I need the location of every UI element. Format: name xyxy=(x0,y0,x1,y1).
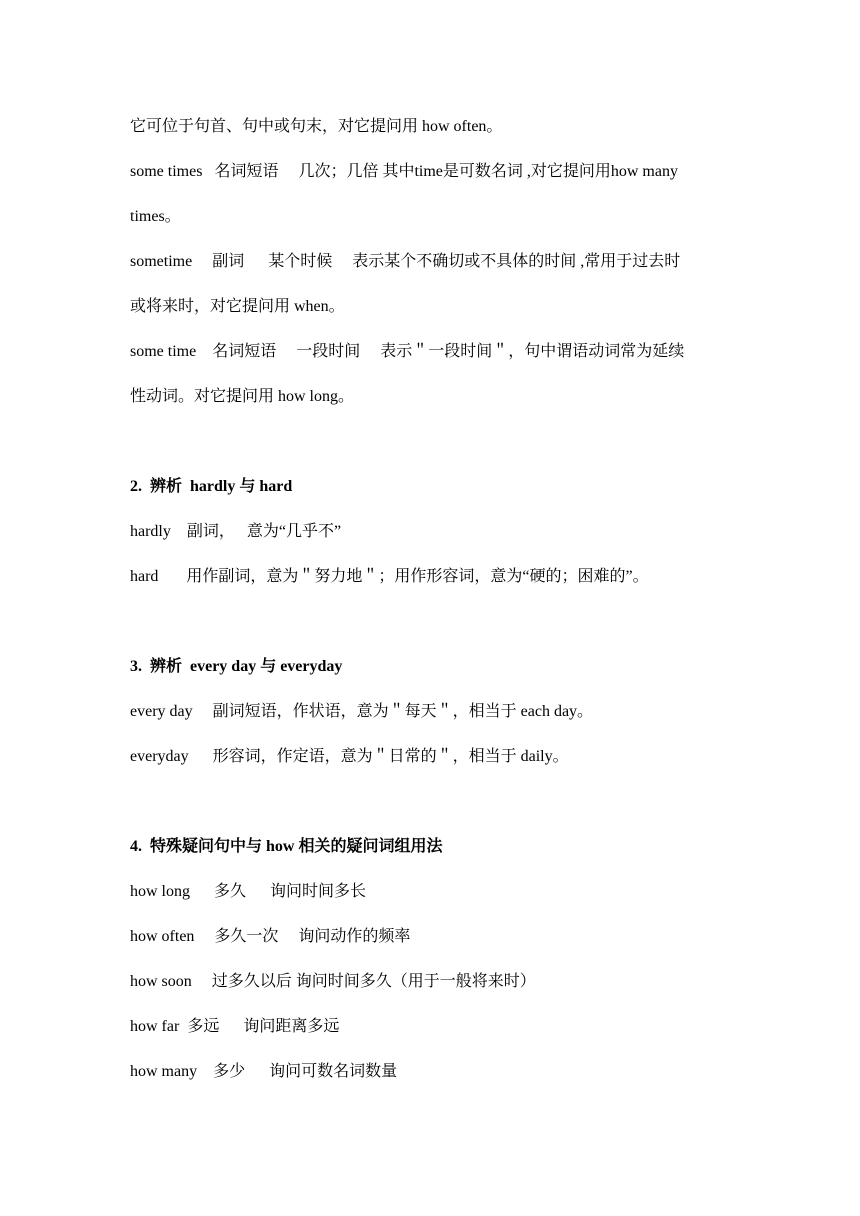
text-line: times。 xyxy=(130,208,181,225)
text-line: hardly 副词， 意为“几乎不” xyxy=(130,523,342,540)
text-line: how long 多久 询问时间多长 xyxy=(130,883,367,900)
text-line: 或将来时，对它提问用 when。 xyxy=(130,298,345,315)
section-heading: 3. 辨析 every day 与 everyday xyxy=(130,658,343,675)
text-line: sometime 副词 某个时候 表示某个不确切或不具体的时间 ,常用于过去时 xyxy=(130,253,681,270)
section-heading: 4. 特殊疑问句中与 how 相关的疑问词组用法 xyxy=(130,838,443,855)
text-line: everyday 形容词，作定语，意为＂日常的＂，相当于 daily。 xyxy=(130,748,569,765)
text-line: some times 名词短语 几次；几倍 其中time是可数名词 ,对它提问用how many xyxy=(130,163,678,180)
text-line: hard 用作副词，意为＂努力地＂；用作形容词，意为“硬的；困难的”。 xyxy=(130,568,649,585)
text-line: 它可位于句首、句中或句末，对它提问用 how often。 xyxy=(130,118,503,135)
text-line: how soon 过多久以后 询问时间多久（用于一般将来时） xyxy=(130,973,536,990)
text-line: 性动词。对它提问用 how long。 xyxy=(130,388,355,405)
text-line: some time 名词短语 一段时间 表示＂一段时间＂，句中谓语动词常为延续 xyxy=(130,343,685,360)
section-heading: 2. 辨析 hardly 与 hard xyxy=(130,478,293,495)
text-line: every day 副词短语，作状语，意为＂每天＂，相当于 each day。 xyxy=(130,703,594,720)
text-line: how often 多久一次 询问动作的频率 xyxy=(130,928,411,945)
text-line: how many 多少 询问可数名词数量 xyxy=(130,1063,398,1080)
text-line: how far 多远 询问距离多远 xyxy=(130,1018,340,1035)
